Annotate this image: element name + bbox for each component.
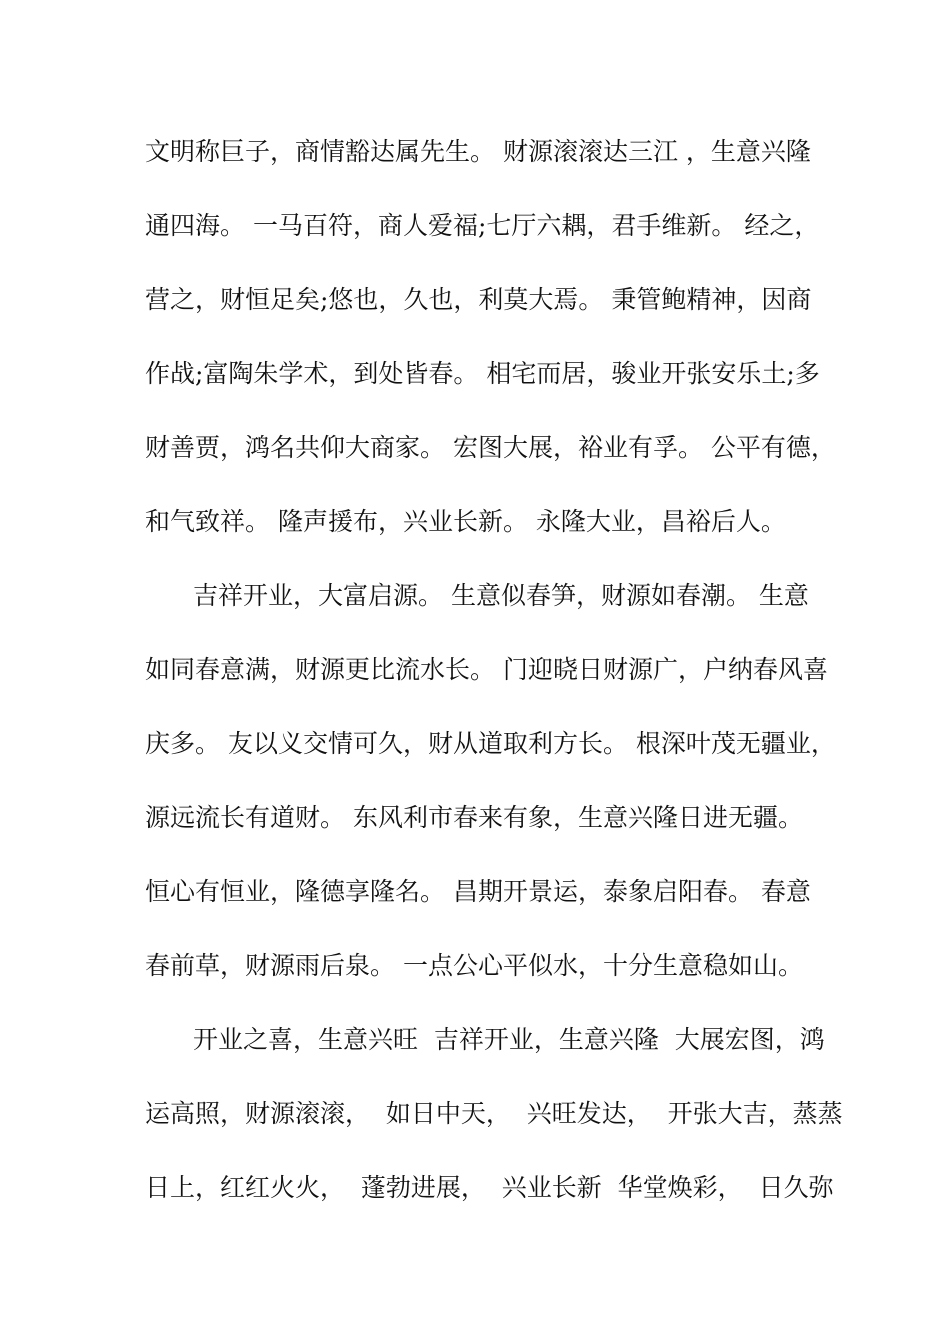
text-line: 恒心有恒业，隆德享隆名。 昌期开景运，泰象启阳春。 春意 — [145, 877, 811, 906]
text-line: 和气致祥。 隆声援布，兴业长新。 永隆大业，昌裕后人。 — [145, 507, 786, 536]
text-line: 文明称巨子，商情豁达属先生。 财源滚滚达三江 ，生意兴隆 — [145, 137, 811, 166]
text-line: 源远流长有道财。 东风利市春来有象，生意兴隆日进无疆。 — [145, 803, 803, 832]
text-line: 财善贾，鸿名共仰大商家。 宏图大展，裕业有孚。 公平有德， — [145, 433, 836, 462]
text-line: 春前草，财源雨后泉。 一点公心平似水，十分生意稳如山。 — [145, 951, 803, 980]
text-line: 日上，红红火火， 蓬勃进展， 兴业长新 华堂焕彩， 日久弥 — [145, 1173, 834, 1202]
text-line: 营之，财恒足矣;悠也，久也，利莫大焉。 秉管鲍精神，因商 — [145, 285, 812, 314]
text-line: 庆多。 友以义交情可久，财从道取利方长。 根深叶茂无疆业， — [145, 729, 836, 758]
paragraph-first-line: 开业之喜，生意兴旺 吉祥开业，生意兴隆 大展宏图，鸿 — [193, 1025, 825, 1054]
text-line: 作战;富陶朱学术，到处皆春。 相宅而居，骏业开张安乐土;多 — [145, 359, 820, 388]
paragraph-first-line: 吉祥开业，大富启源。 生意似春笋，财源如春潮。 生意 — [193, 581, 809, 610]
text-line: 运高照，财源滚滚， 如日中天， 兴旺发达， 开张大吉，蒸蒸 — [145, 1099, 843, 1128]
text-line: 通四海。 一马百符，商人爱福;七厅六耦，君手维新。 经之， — [145, 211, 820, 240]
text-line: 如同春意满，财源更比流水长。 门迎晓日财源广，户纳春风喜 — [145, 655, 828, 684]
